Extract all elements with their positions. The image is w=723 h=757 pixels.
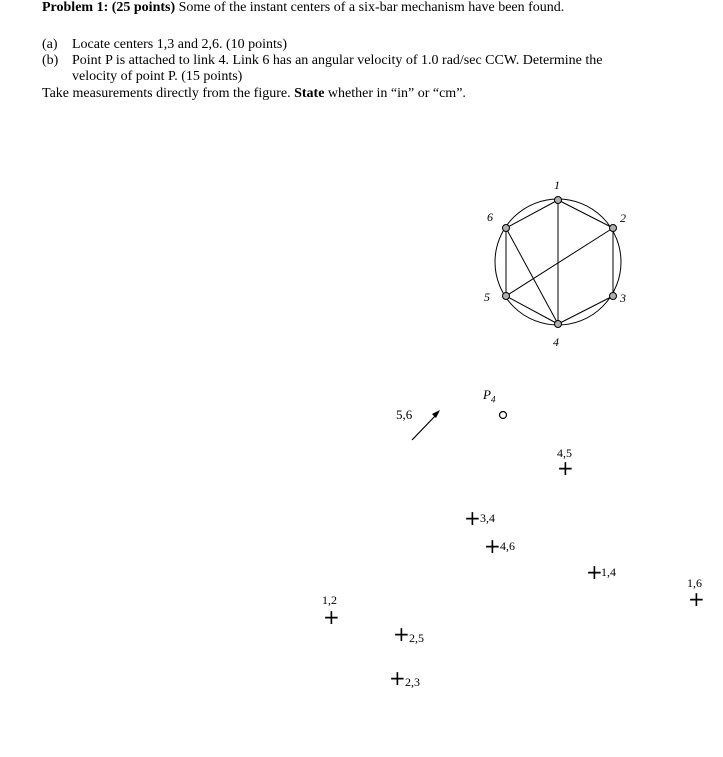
ic25-marker: +: [393, 622, 410, 646]
node-6: [503, 225, 510, 232]
ic34-label: 3,4: [480, 511, 495, 525]
line-2-5: [506, 228, 613, 296]
node-3: [610, 293, 617, 300]
ic46-marker: +: [484, 534, 501, 558]
part-b-line2: velocity of point P. (15 points): [72, 69, 243, 84]
instructions-bold: State: [294, 86, 325, 101]
ic45-label: 4,5: [557, 446, 572, 460]
ic34-marker: +: [464, 506, 481, 530]
ic56-arrow-line: [412, 413, 438, 440]
node-label-1: 1: [554, 178, 560, 192]
problem-title-bold: Problem 1: (25 points): [42, 0, 176, 15]
line-1-2: [558, 200, 613, 228]
part-a-text: Locate centers 1,3 and 2,6. (10 points): [72, 37, 287, 52]
node-label-3: 3: [620, 291, 626, 305]
point-p4-letter: P: [483, 387, 491, 402]
ic14-label: 1,4: [601, 565, 616, 579]
ic56-label: 5,6: [396, 407, 413, 422]
node-2: [610, 225, 617, 232]
instructions-before: Take measurements directly from the figure.: [42, 86, 295, 101]
node-1: [555, 197, 562, 204]
ic25-label: 2,5: [409, 631, 424, 645]
ic46-label: 4,6: [500, 539, 515, 553]
point-p4-marker: [500, 412, 507, 419]
part-b-line1: Point P is attached to link 4. Link 6 has an angular velocity of 1.0 rad/sec CCW. Determine the: [72, 53, 603, 68]
ic16-marker: +: [688, 587, 705, 611]
ic16-label: 1,6: [687, 576, 702, 590]
line-3-4: [558, 296, 613, 324]
ic12-marker: +: [323, 605, 340, 629]
node-label-5: 5: [484, 290, 490, 304]
ic23-label: 2,3: [405, 675, 420, 689]
ic45-marker: +: [557, 456, 574, 480]
ic12-label: 1,2: [322, 593, 337, 607]
part-b-tag: (b): [42, 53, 59, 68]
instructions-after: whether in “in” or “cm”.: [324, 86, 466, 101]
ic14-marker: +: [586, 560, 603, 584]
point-p4-subscript: 4: [490, 394, 496, 405]
part-a-tag: (a): [42, 37, 58, 52]
problem-title-rest: Some of the instant centers of a six-bar mechanism have been found.: [175, 0, 565, 15]
node-4: [555, 321, 562, 328]
ic56-arrow-head: [432, 410, 440, 418]
point-p4-label: [483, 387, 495, 405]
node-label-4: 4: [553, 335, 559, 349]
node-5: [503, 293, 510, 300]
node-label-6: 6: [487, 210, 493, 224]
ic23-marker: +: [389, 666, 406, 690]
node-label-2: 2: [620, 211, 626, 225]
